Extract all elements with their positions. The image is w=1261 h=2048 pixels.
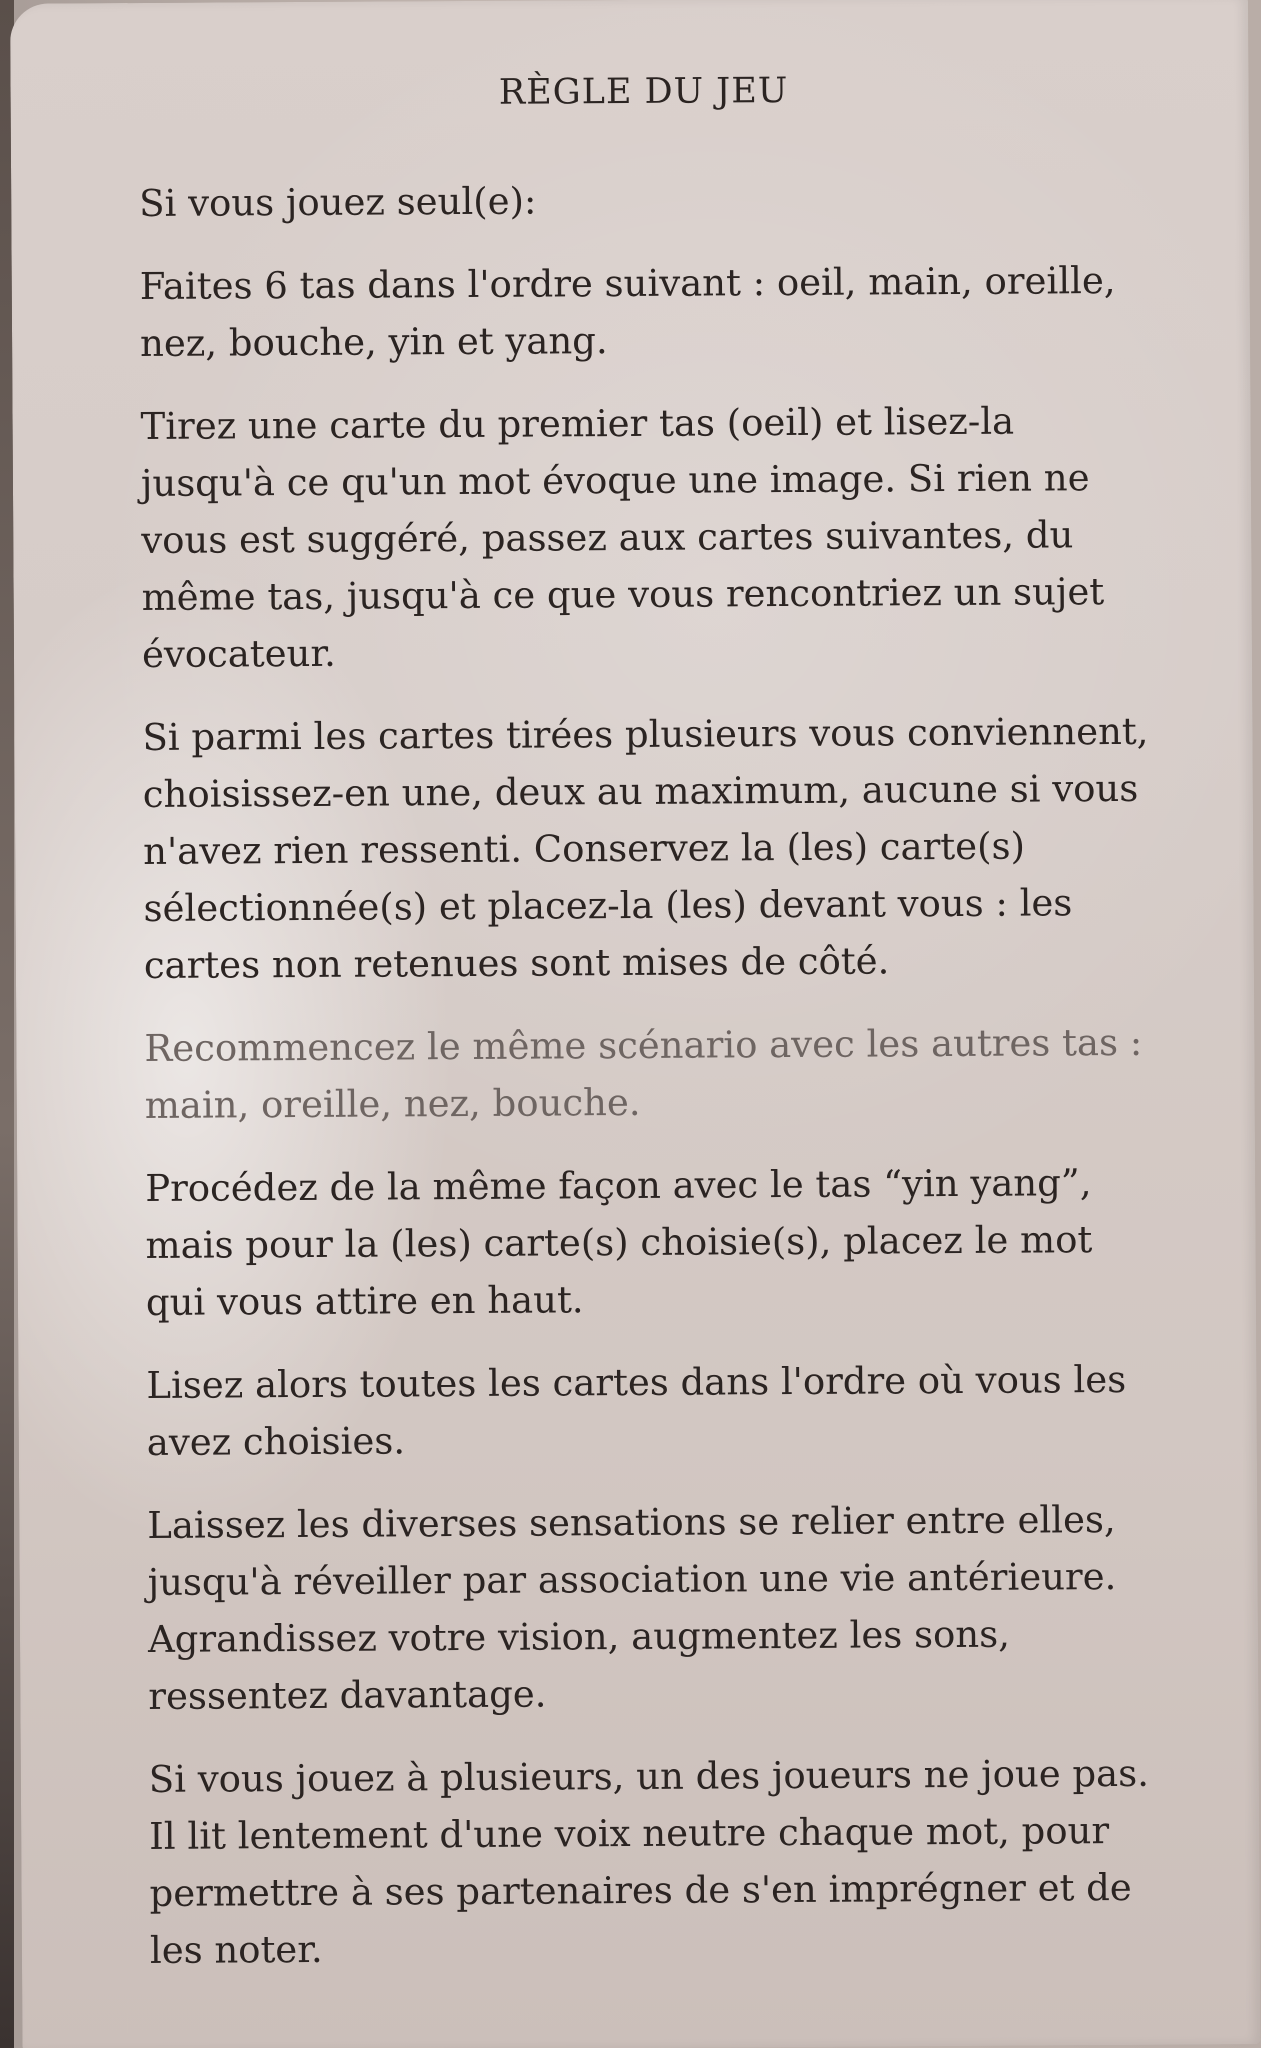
paragraph-yin-yang: Procédez de la même façon avec le tas “yin yang”, mais pour la (les) carte(s) choisie(s), placez le mot qui vous attire en haut. xyxy=(145,1161,1093,1324)
card-title: RÈGLE DU JEU xyxy=(498,71,789,113)
card-text xyxy=(138,69,1160,2005)
paragraph-sensations: Laissez les diverses sensations se relier entre elles, jusqu'à réveiller par association une vie antérieure. Agrandissez votre vision, augmentez les sons, ressentez davantage. xyxy=(147,1498,1117,1718)
paragraph-draw-card: Tirez une carte du premier tas (oeil) et lisez-la jusqu'à ce qu'un mot évoque une image. Si rien ne vous est suggéré, passez aux cartes suivantes, du même tas, jusqu'à ce que vous rencontriez un sujet évocateur. xyxy=(140,399,1105,676)
paragraph-piles: Faites 6 tas dans l'ordre suivant : oeil, main, oreille, nez, bouche, yin et yang. xyxy=(139,259,1116,365)
paragraph-read-all: Lisez alors toutes les cartes dans l'ordre où vous les avez choisies. xyxy=(146,1357,1127,1464)
paragraph-solo-heading: Si vous jouez seul(e): xyxy=(139,179,537,225)
paragraph-multiplayer: Si vous jouez à plusieurs, un des joueurs ne joue pas. Il lit lentement d'une voix neutre chaque mot, pour permettre à ses partenaires de s'en imprégner et de les noter. xyxy=(148,1751,1150,1972)
rules-card xyxy=(10,0,1260,2048)
paragraph-choose-cards: Si parmi les cartes tirées plusieurs vous conviennent, choisissez-en une, deux au maximum, aucune si vous n'avez rien ressenti. Conservez la (les) carte(s) sélectionnée(s) et placez-la (les) devant vous : les cartes non retenues sont mises de côté. xyxy=(142,709,1149,987)
paragraph-repeat: Recommencez le même scénario avec les autres tas : main, oreille, nez, bouche. xyxy=(144,1020,1143,1127)
